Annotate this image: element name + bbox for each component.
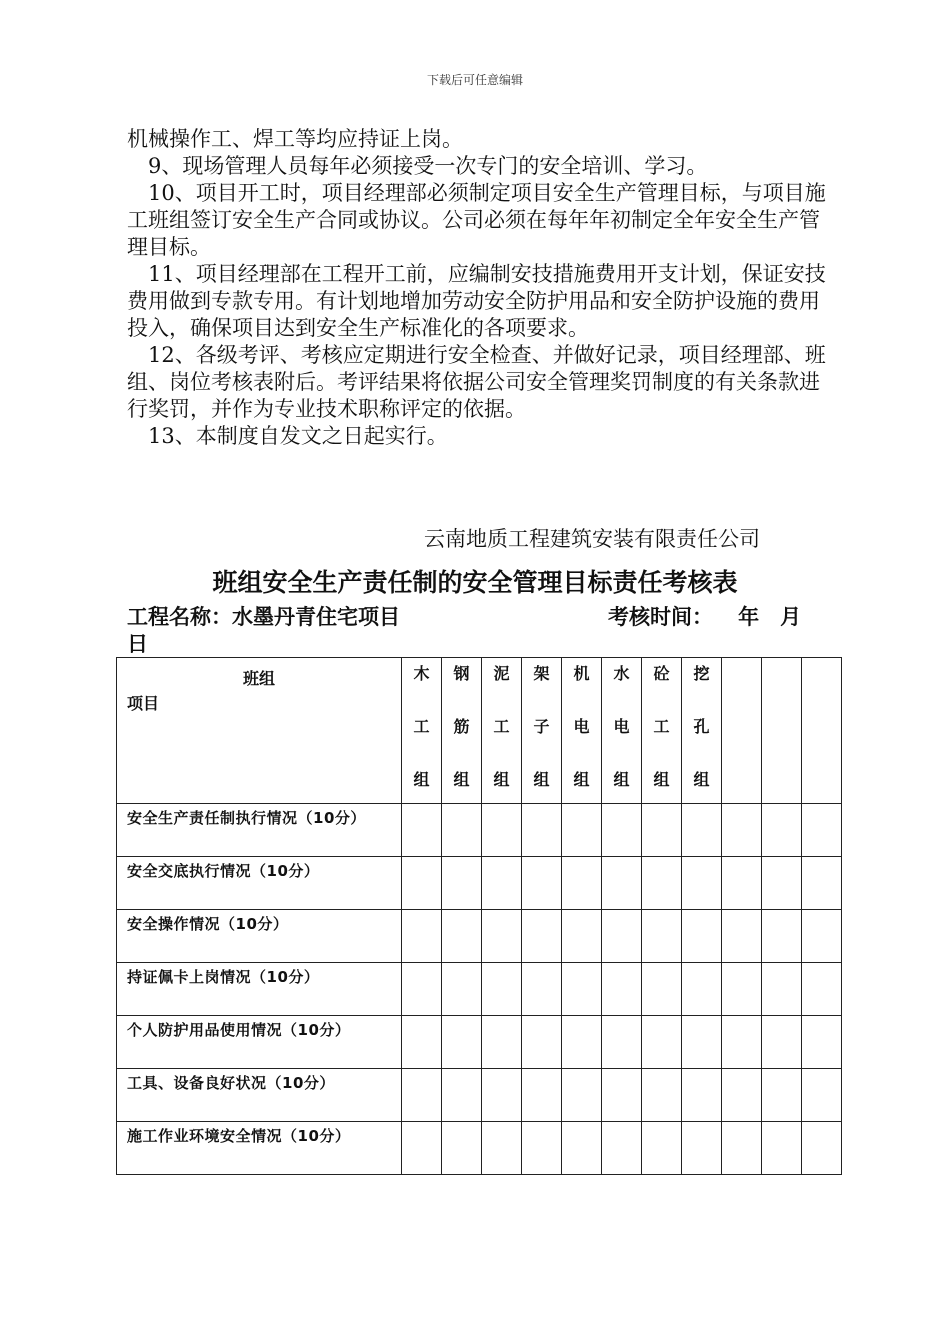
score-cell[interactable] bbox=[562, 804, 602, 857]
score-cell[interactable] bbox=[642, 910, 682, 963]
table-row bbox=[117, 1122, 842, 1175]
group-header: 砼 工 组 bbox=[642, 658, 682, 804]
score-cell[interactable] bbox=[802, 910, 842, 963]
score-cell[interactable] bbox=[802, 1016, 842, 1069]
score-cell[interactable] bbox=[802, 857, 842, 910]
group-header: 泥 工 组 bbox=[482, 658, 522, 804]
score-cell[interactable] bbox=[682, 804, 722, 857]
paragraph: 11、项目经理部在工程开工前，应编制安技措施费用开支计划，保证安技费用做到专款专用。有计划地增加劳动安全防护用品和安全防护设施的费用投入，确保项目达到安全生产标准化的各项要求。 bbox=[127, 262, 826, 340]
table-row bbox=[117, 910, 842, 963]
score-cell[interactable] bbox=[682, 857, 722, 910]
score-cell[interactable] bbox=[602, 804, 642, 857]
score-cell[interactable] bbox=[562, 1122, 602, 1175]
paragraph: 10、项目开工时，项目经理部必须制定项目安全生产管理目标，与项目施工班组签订安全生产合同或协议。公司必须在每年年初制定全年安全生产管理目标。 bbox=[127, 181, 826, 259]
score-cell[interactable] bbox=[602, 963, 642, 1016]
table-title: 班组安全生产责任制的安全管理目标责任考核表 bbox=[212, 568, 738, 597]
score-cell[interactable] bbox=[562, 963, 602, 1016]
score-cell[interactable] bbox=[402, 1069, 442, 1122]
score-cell[interactable] bbox=[562, 857, 602, 910]
assessment-item: 安全生产责任制执行情况（10分） bbox=[117, 804, 402, 857]
score-cell[interactable] bbox=[442, 910, 482, 963]
group-header: 机 电 组 bbox=[562, 658, 602, 804]
score-cell[interactable] bbox=[402, 1122, 442, 1175]
score-cell[interactable] bbox=[802, 963, 842, 1016]
score-cell[interactable] bbox=[522, 857, 562, 910]
score-cell[interactable] bbox=[762, 804, 802, 857]
paragraph: 机械操作工、焊工等均应持证上岗。 bbox=[127, 127, 463, 151]
score-cell[interactable] bbox=[482, 1122, 522, 1175]
score-cell[interactable] bbox=[642, 1069, 682, 1122]
score-cell[interactable] bbox=[762, 963, 802, 1016]
score-cell[interactable] bbox=[442, 804, 482, 857]
score-cell[interactable] bbox=[762, 1122, 802, 1175]
project-line bbox=[127, 604, 839, 656]
score-cell[interactable] bbox=[722, 1069, 762, 1122]
table-row bbox=[117, 1016, 842, 1069]
corner-label-item: 项目 bbox=[127, 694, 160, 713]
score-cell[interactable] bbox=[522, 910, 562, 963]
score-cell[interactable] bbox=[802, 1122, 842, 1175]
score-cell[interactable] bbox=[522, 1016, 562, 1069]
score-cell[interactable] bbox=[802, 804, 842, 857]
empty-header-cell bbox=[802, 658, 842, 804]
score-cell[interactable] bbox=[402, 857, 442, 910]
score-cell[interactable] bbox=[522, 1122, 562, 1175]
score-cell[interactable] bbox=[682, 910, 722, 963]
group-header: 水 电 组 bbox=[602, 658, 642, 804]
group-header: 挖 孔 组 bbox=[682, 658, 722, 804]
empty-header-cell bbox=[762, 658, 802, 804]
score-cell[interactable] bbox=[642, 1016, 682, 1069]
assessment-item: 持证佩卡上岗情况（10分） bbox=[117, 963, 402, 1016]
group-header: 钢 筋 组 bbox=[442, 658, 482, 804]
project-name: 工程名称：水墨丹青住宅项目 bbox=[127, 605, 400, 629]
score-cell[interactable] bbox=[442, 1069, 482, 1122]
score-cell[interactable] bbox=[562, 1069, 602, 1122]
score-cell[interactable] bbox=[682, 1069, 722, 1122]
score-cell[interactable] bbox=[642, 857, 682, 910]
score-cell[interactable] bbox=[722, 910, 762, 963]
company-name: 云南地质工程建筑安装有限责任公司 bbox=[424, 527, 760, 551]
paragraph: 13、本制度自发文之日起实行。 bbox=[148, 424, 448, 448]
score-cell[interactable] bbox=[602, 1069, 642, 1122]
score-cell[interactable] bbox=[602, 910, 642, 963]
score-cell[interactable] bbox=[482, 804, 522, 857]
score-cell[interactable] bbox=[802, 1069, 842, 1122]
body-text bbox=[127, 126, 837, 450]
score-cell[interactable] bbox=[482, 910, 522, 963]
score-cell[interactable] bbox=[442, 1122, 482, 1175]
score-cell[interactable] bbox=[442, 1016, 482, 1069]
score-cell[interactable] bbox=[482, 857, 522, 910]
score-cell[interactable] bbox=[762, 910, 802, 963]
score-cell[interactable] bbox=[442, 857, 482, 910]
score-cell[interactable] bbox=[522, 963, 562, 1016]
score-cell[interactable] bbox=[722, 804, 762, 857]
score-cell[interactable] bbox=[762, 857, 802, 910]
score-cell[interactable] bbox=[402, 804, 442, 857]
paragraph: 9、现场管理人员每年必须接受一次专门的安全培训、学习。 bbox=[148, 154, 708, 178]
assessment-table bbox=[116, 657, 842, 1175]
group-header: 木 工 组 bbox=[402, 658, 442, 804]
table-row bbox=[117, 804, 842, 857]
assessment-item: 安全交底执行情况（10分） bbox=[117, 857, 402, 910]
score-cell[interactable] bbox=[522, 804, 562, 857]
assessment-item: 个人防护用品使用情况（10分） bbox=[117, 1016, 402, 1069]
assessment-item: 工具、设备良好状况（10分） bbox=[117, 1069, 402, 1122]
score-cell[interactable] bbox=[722, 857, 762, 910]
score-cell[interactable] bbox=[402, 910, 442, 963]
paragraph: 12、各级考评、考核应定期进行安全检查、并做好记录，项目经理部、班组、岗位考核表附后。考评结果将依据公司安全管理奖罚制度的有关条款进行奖罚，并作为专业技术职称评定的依据。 bbox=[127, 343, 826, 421]
assessment-day: 日 bbox=[127, 632, 148, 656]
assessment-item: 安全操作情况（10分） bbox=[117, 910, 402, 963]
score-cell[interactable] bbox=[562, 1016, 602, 1069]
score-cell[interactable] bbox=[562, 910, 602, 963]
group-header: 架 子 组 bbox=[522, 658, 562, 804]
score-cell[interactable] bbox=[642, 963, 682, 1016]
score-cell[interactable] bbox=[402, 963, 442, 1016]
table-corner-cell bbox=[117, 658, 402, 804]
score-cell[interactable] bbox=[402, 1016, 442, 1069]
score-cell[interactable] bbox=[482, 1069, 522, 1122]
score-cell[interactable] bbox=[482, 1016, 522, 1069]
score-cell[interactable] bbox=[722, 963, 762, 1016]
score-cell[interactable] bbox=[762, 1016, 802, 1069]
score-cell[interactable] bbox=[642, 1122, 682, 1175]
header-note: 下载后可任意编辑 bbox=[426, 73, 523, 87]
table-row bbox=[117, 963, 842, 1016]
score-cell[interactable] bbox=[522, 1069, 562, 1122]
score-cell[interactable] bbox=[682, 1122, 722, 1175]
score-cell[interactable] bbox=[682, 963, 722, 1016]
score-cell[interactable] bbox=[482, 963, 522, 1016]
empty-header-cell bbox=[722, 658, 762, 804]
table-row bbox=[117, 857, 842, 910]
table-row bbox=[117, 1069, 842, 1122]
score-cell[interactable] bbox=[642, 804, 682, 857]
score-cell[interactable] bbox=[762, 1069, 802, 1122]
score-cell[interactable] bbox=[722, 1122, 762, 1175]
score-cell[interactable] bbox=[602, 857, 642, 910]
score-cell[interactable] bbox=[602, 1016, 642, 1069]
assessment-time: 考核时间： 年 月 bbox=[608, 605, 802, 629]
score-cell[interactable] bbox=[442, 963, 482, 1016]
score-cell[interactable] bbox=[602, 1122, 642, 1175]
assessment-item: 施工作业环境安全情况（10分） bbox=[117, 1122, 402, 1175]
score-cell[interactable] bbox=[682, 1016, 722, 1069]
score-cell[interactable] bbox=[722, 1016, 762, 1069]
corner-label-team: 班组 bbox=[242, 669, 275, 688]
table-header-row bbox=[117, 658, 842, 804]
